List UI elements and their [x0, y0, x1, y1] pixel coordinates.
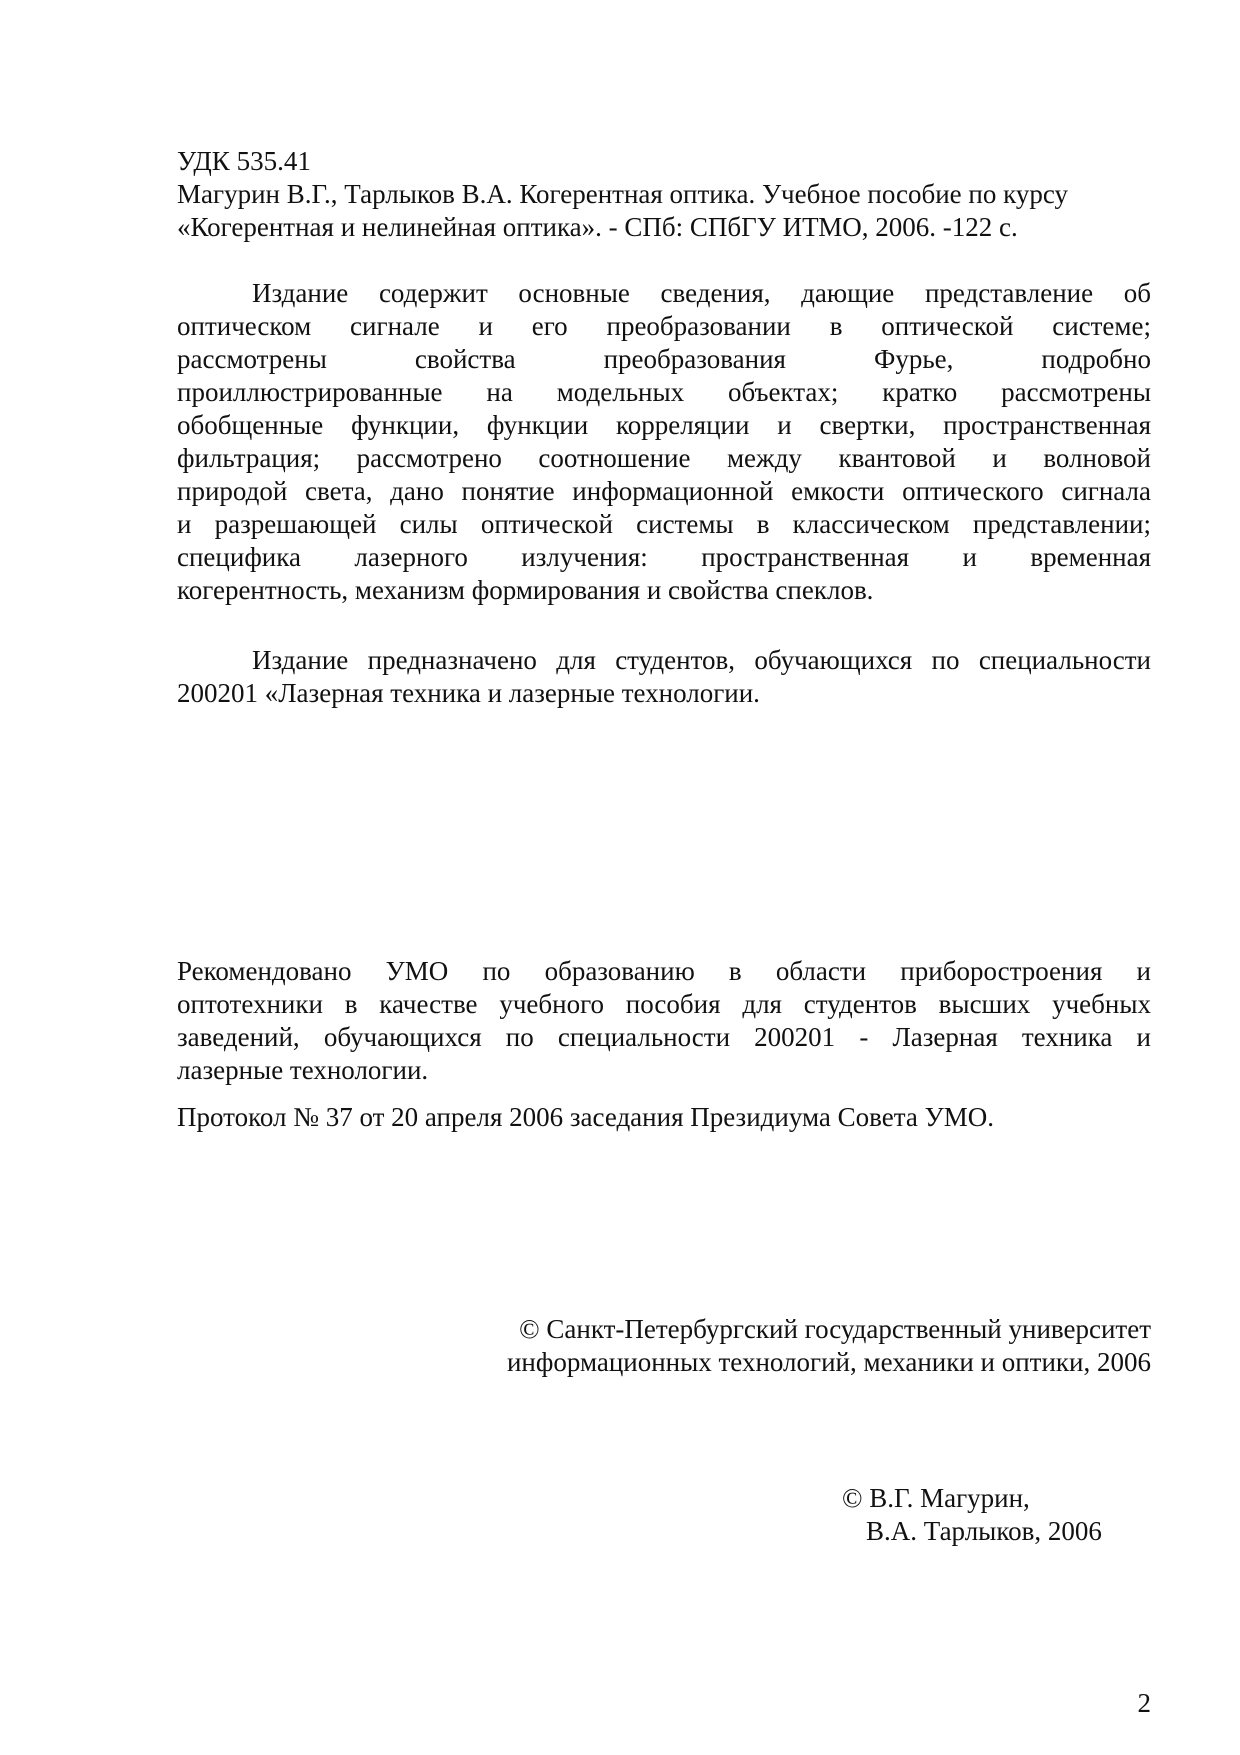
abstract-line: фильтрация; рассмотрено соотношение между квантовой и волновой — [177, 443, 1151, 473]
abstract-line: когерентность, механизм формирования и свойства спеклов. — [177, 575, 874, 605]
purpose-line-2: 200201 «Лазерная техника и лазерные технологии. — [177, 678, 760, 708]
purpose-paragraph — [177, 644, 1151, 710]
abstract-line: рассмотрены свойства преобразования Фурье, подробно — [177, 344, 1151, 374]
recommendation-paragraph — [177, 955, 1151, 1087]
authors-copyright-line-2: В.А. Тарлыков, 2006 — [866, 1516, 1102, 1546]
authors-copyright — [842, 1482, 1102, 1548]
recommendation-line: оптотехники в качестве учебного пособия для студентов высших учебных — [177, 989, 1151, 1019]
protocol-statement — [177, 1101, 1151, 1134]
authors-copyright-line-1: © В.Г. Магурин, — [842, 1483, 1030, 1513]
university-copyright — [507, 1313, 1151, 1379]
abstract-line: Издание содержит основные сведения, дающие представление об — [252, 278, 1151, 308]
bibliographic-header — [177, 145, 1151, 244]
recommendation-line: заведений, обучающихся по специальности 200201 - Лазерная техника и — [177, 1022, 1151, 1052]
abstract-line: проиллюстрированные на модельных объектах; кратко рассмотрены — [177, 377, 1151, 407]
recommendation-line: лазерные технологии. — [177, 1055, 429, 1085]
citation-line-1: Магурин В.Г., Тарлыков В.А. Когерентная оптика. Учебное пособие по курсу — [177, 179, 1068, 209]
purpose-line-1: Издание предназначено для студентов, обучающихся по специальности — [252, 645, 1151, 675]
abstract-line: и разрешающей силы оптической системы в классическом представлении; — [177, 509, 1151, 539]
abstract-line: природой света, дано понятие информационной емкости оптического сигнала — [177, 476, 1151, 506]
university-copyright-line-1: © Санкт-Петербургский государственный университет — [519, 1314, 1151, 1344]
abstract-line: специфика лазерного излучения: пространственная и временная — [177, 542, 1151, 572]
citation-line-2: «Когерентная и нелинейная оптика». - СПб: СПбГУ ИТМО, 2006. -122 с. — [177, 212, 1018, 242]
protocol-text: Протокол № 37 от 20 апреля 2006 заседания Президиума Совета УМО. — [177, 1102, 994, 1132]
abstract-line: оптическом сигнале и его преобразовании в оптической системе; — [177, 311, 1151, 341]
abstract-line: обобщенные функции, функции корреляции и свертки, пространственная — [177, 410, 1151, 440]
university-copyright-line-2: информационных технологий, механики и оптики, 2006 — [506, 1347, 1151, 1377]
recommendation-line: Рекомендовано УМО по образованию в области приборостроения и — [177, 956, 1151, 986]
abstract-paragraph — [177, 277, 1151, 607]
udk-code: УДК 535.41 — [177, 146, 311, 176]
page-number: 2 — [1137, 1688, 1151, 1718]
